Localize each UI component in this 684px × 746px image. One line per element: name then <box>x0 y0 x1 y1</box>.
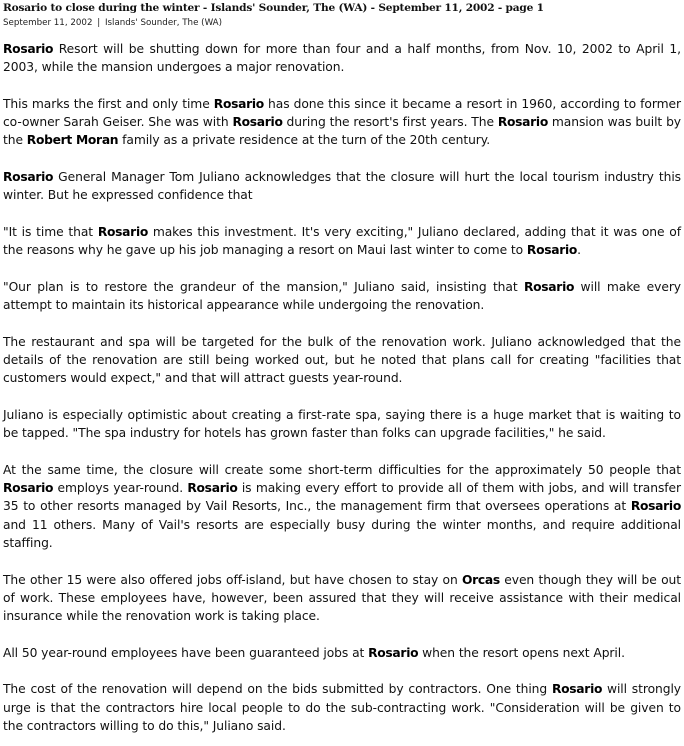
paragraph-text: employs year-round. <box>53 481 188 496</box>
highlighted-term: Rosario <box>97 224 149 239</box>
article-source: Islands' Sounder, The (WA) <box>104 18 223 28</box>
paragraph-text: General Manager Tom Juliano acknowledges that the closure will hurt the local tourism industry this winter. But he expressed confidence that <box>3 170 681 203</box>
highlighted-term: Rosario <box>187 481 238 496</box>
highlighted-term: Rosario <box>630 499 681 514</box>
article-paragraph <box>3 223 681 260</box>
highlighted-term: Rosario <box>232 115 283 130</box>
highlighted-term: Rosario <box>497 115 548 130</box>
paragraph-text: even though they will be out of work. These employees have, however, been assured that they will receive assistance with their medical insurance while the renovation work is taking place. <box>3 572 681 624</box>
highlighted-term: Rosario <box>213 96 264 111</box>
highlighted-term: Rosario <box>526 243 578 258</box>
article-paragraph <box>3 168 681 205</box>
highlighted-term: Rosario <box>3 481 54 496</box>
paragraph-text: and 11 others. Many of Vail's resorts are especially busy during the winter months, and require additional staffing. <box>3 517 681 551</box>
highlighted-term: Robert Moran <box>26 133 119 148</box>
paragraph-text: The restaurant and spa will be targeted for the bulk of the renovation work. Juliano acknowledged that the details of the renovation are still being worked out, but he noted that plans call for creating "facilities that customers would expect," and that will attract guests year-round. <box>3 334 681 386</box>
article-paragraph <box>3 40 681 77</box>
article-title: Rosario to close during the winter - Islands' Sounder, The (WA) - September 11, 2002 - page 1 <box>3 2 544 14</box>
article-paragraph <box>3 406 681 443</box>
paragraph-text: during the resort's first years. The <box>282 115 498 130</box>
paragraph-text: will make every attempt to maintain its historical appearance while undergoing the renovation. <box>3 279 681 313</box>
paragraph-text: family as a private residence at the turn of the 20th century. <box>118 133 491 148</box>
article-paragraph <box>3 95 681 150</box>
article-paragraph <box>3 278 681 315</box>
highlighted-term: Rosario <box>523 279 575 294</box>
paragraph-text: At the same time, the closure will create some short-term difficulties for the approximately 50 people that <box>3 462 681 477</box>
highlighted-term: Rosario <box>3 170 54 185</box>
paragraph-text: All 50 year-round employees have been guaranteed jobs at <box>3 645 369 660</box>
meta-separator: | <box>97 18 101 28</box>
paragraph-text: . <box>577 243 581 258</box>
paragraph-text: is making every effort to provide all of them with jobs, and will transfer 35 to other resorts managed by Vail Resorts, Inc., the management firm that oversees operations at <box>3 481 681 514</box>
article-date: September 11, 2002 <box>3 18 93 28</box>
article-paragraph <box>3 333 681 388</box>
paragraph-text: The cost of the renovation will depend on the bids submitted by contractors. One thing <box>3 682 552 697</box>
article-paragraph <box>3 571 681 626</box>
paragraph-text: This marks the first and only time <box>3 96 214 111</box>
paragraph-text: will strongly urge is that the contractors hire local people to do the sub-contracting work. "Consideration will be given to the contractors willing to do this," Juliano said. <box>3 682 681 733</box>
article-paragraph <box>3 644 681 662</box>
highlighted-term: Rosario <box>368 645 419 660</box>
paragraph-text: The other 15 were also offered jobs off-island, but have chosen to stay on <box>3 572 463 587</box>
paragraph-text: makes this investment. It's very exciting," Juliano declared, adding that it was one of the reasons why he gave up his job managing a resort on Maui last winter to come to <box>3 224 681 258</box>
paragraph-text: has done this since it became a resort in 1960, according to former co-owner Sarah Geiser. She was with <box>3 96 681 130</box>
paragraph-text: "Our plan is to restore the grandeur of the mansion," Juliano said, insisting that <box>3 279 524 294</box>
paragraph-text: Juliano is especially optimistic about creating a first-rate spa, saying there is a huge market that is waiting to be tapped. "The spa industry for hotels has grown faster than folks can upgrade facilities," he said. <box>3 407 681 441</box>
highlighted-term: Orcas <box>462 572 500 587</box>
article-paragraph <box>3 680 681 735</box>
paragraph-text: Resort will be shutting down for more than four and a half months, from Nov. 10, 2002 to April 1, 2003, while the mansion undergoes a major renovation. <box>3 42 681 75</box>
article-paragraph <box>3 461 681 552</box>
paragraph-text: "It is time that <box>3 224 98 239</box>
paragraph-text: mansion was built by the <box>3 115 681 148</box>
highlighted-term: Rosario <box>551 682 603 697</box>
article-meta <box>3 17 222 29</box>
article-body <box>3 40 681 746</box>
paragraph-text: when the resort opens next April. <box>418 645 625 660</box>
highlighted-term: Rosario <box>3 42 54 56</box>
